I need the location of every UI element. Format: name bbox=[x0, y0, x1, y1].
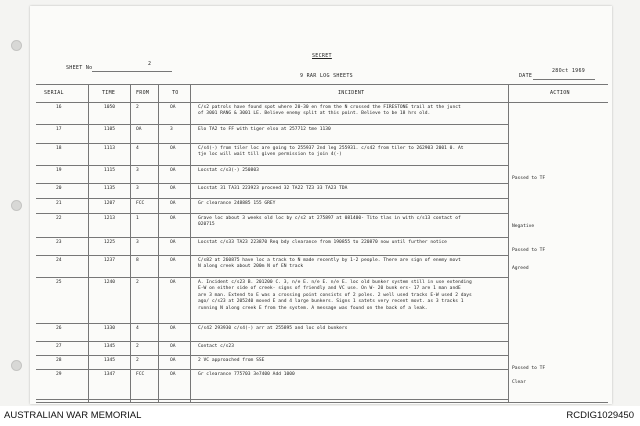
column-header-from: FROM bbox=[136, 90, 150, 96]
incident-line: Gr clearance 248885 155 GREY bbox=[198, 201, 276, 206]
column-header-action: ACTION bbox=[550, 90, 570, 96]
incident-line: 020715 bbox=[198, 222, 215, 228]
incident-line: N along creek about 200m N of EN track bbox=[198, 264, 304, 270]
to-cell: OA bbox=[170, 186, 176, 191]
to-cell: OA bbox=[170, 105, 176, 110]
binder-hole bbox=[11, 200, 22, 211]
action-cell: Passed to TF bbox=[512, 248, 546, 253]
table-top-rule bbox=[36, 84, 608, 85]
serial-cell: 25 bbox=[56, 280, 62, 285]
from-cell: 1 bbox=[136, 216, 139, 221]
row-divider bbox=[36, 183, 508, 184]
from-cell: FCC bbox=[136, 372, 145, 377]
to-cell: OA bbox=[170, 216, 176, 221]
to-cell: 3 bbox=[170, 127, 173, 132]
action-cell: Passed to TF bbox=[512, 366, 546, 371]
action-cell: Passed to TF bbox=[512, 176, 546, 181]
serial-cell: 19 bbox=[56, 168, 62, 173]
serial-cell: 16 bbox=[56, 105, 62, 110]
sheet-number-underline bbox=[92, 71, 172, 72]
row-divider bbox=[36, 355, 508, 356]
time-cell: 1105 bbox=[104, 127, 116, 132]
time-cell: 1345 bbox=[104, 358, 116, 363]
incident-line: Locstat c/s33 TA23 223870 Req bdy clearance from 190855 to 220870 now until further notice bbox=[198, 240, 447, 245]
serial-cell: 17 bbox=[56, 127, 62, 132]
from-cell: FCC bbox=[136, 201, 145, 206]
incident-line: Contact c/s23 bbox=[198, 344, 234, 349]
serial-cell: 21 bbox=[56, 201, 62, 206]
sheet-number-label: SHEET No bbox=[66, 65, 93, 71]
row-divider bbox=[36, 213, 508, 214]
from-cell: 4 bbox=[136, 326, 139, 331]
date-label: DATE bbox=[519, 73, 533, 79]
col-divider-incident bbox=[508, 84, 509, 402]
column-header-incident: INCIDENT bbox=[338, 90, 365, 96]
from-cell: 3 bbox=[136, 168, 139, 173]
column-header-time: TIME bbox=[102, 90, 116, 96]
row-divider bbox=[36, 198, 508, 199]
from-cell: 2 bbox=[136, 105, 139, 110]
binder-hole bbox=[11, 40, 22, 51]
to-cell: OA bbox=[170, 358, 176, 363]
time-cell: 1135 bbox=[104, 186, 116, 191]
binder-hole bbox=[11, 360, 22, 371]
serial-cell: 23 bbox=[56, 240, 62, 245]
time-cell: 1113 bbox=[104, 146, 116, 151]
from-cell: 2 bbox=[136, 344, 139, 349]
incident-line: Elo TA2 to FF with tiger elso at 257712 tme 1130 bbox=[198, 127, 331, 132]
to-cell: OA bbox=[170, 344, 176, 349]
serial-cell: 20 bbox=[56, 186, 62, 191]
incident-line: C/s4(-) from tiler loc are going to 255937 2nd leg 255931. c/s42 from tiler to 262903 2001 0. At bbox=[198, 146, 464, 151]
to-cell: OA bbox=[170, 258, 176, 263]
from-cell: 8 bbox=[136, 258, 139, 263]
table-header-rule bbox=[36, 102, 608, 103]
binder-holes bbox=[8, 0, 24, 400]
incident-line: C/s42 293930 c/s4(-) arr at 255895 and loc old bunkers bbox=[198, 326, 348, 331]
from-cell: 4 bbox=[136, 146, 139, 151]
row-divider bbox=[36, 255, 508, 256]
time-cell: 1050 bbox=[104, 105, 116, 110]
serial-cell: 28 bbox=[56, 358, 62, 363]
from-cell: 2 bbox=[136, 358, 139, 363]
row-divider bbox=[36, 341, 508, 342]
incident-line: C/s2 patrols have found spot where 20-30 en from the N crossed the FIRESTONE trail at the junct bbox=[198, 105, 461, 110]
date-value: 28Oct 1969 bbox=[552, 68, 586, 74]
log-title: 9 RAR LOG SHEETS bbox=[300, 73, 353, 79]
serial-cell: 22 bbox=[56, 216, 62, 221]
to-cell: OA bbox=[170, 168, 176, 173]
from-cell: 3 bbox=[136, 240, 139, 245]
row-divider bbox=[36, 165, 508, 166]
time-cell: 1237 bbox=[104, 258, 116, 263]
incident-line: ago/ c/s23 at 205240 moved E and 4 large bunkers. Signs 1 satets very recent movt. as 3 tracks 1 bbox=[198, 299, 464, 305]
table-bottom-rule bbox=[36, 402, 608, 403]
row-divider bbox=[36, 277, 508, 278]
incident-line: A. Incident c/s23 B. 201200 C. 3, n/e E. n/e E. n/e E. loc old bunker system still in use extending bbox=[198, 280, 472, 285]
column-header-serial: SERIAL bbox=[44, 90, 64, 96]
footer-identifier: RCDIG1029450 bbox=[566, 410, 634, 421]
incident-line: of 3001 RANG & 3001 LE. Believe enemy split at this point. Believe to be 18 hrs old. bbox=[198, 111, 431, 117]
row-divider bbox=[36, 124, 508, 125]
to-cell: OA bbox=[170, 146, 176, 151]
to-cell: OA bbox=[170, 326, 176, 331]
incident-line: running N along creek E from the system. A message was found on the back of a leak. bbox=[198, 305, 428, 311]
to-cell: OA bbox=[170, 372, 176, 377]
serial-cell: 26 bbox=[56, 326, 62, 331]
column-header-to: TO bbox=[172, 90, 179, 96]
row-divider bbox=[36, 237, 508, 238]
time-cell: 1207 bbox=[104, 201, 116, 206]
incident-line: Locstat c/s3(-) 250803 bbox=[198, 168, 259, 173]
time-cell: 1330 bbox=[104, 326, 116, 331]
incident-line: tje loc will wait till given permission to join 4(-) bbox=[198, 152, 342, 158]
to-cell: OA bbox=[170, 280, 176, 285]
sheet-number-value: 2 bbox=[148, 61, 152, 67]
action-cell: Clear bbox=[512, 380, 526, 385]
row-divider bbox=[36, 143, 508, 144]
row-divider bbox=[36, 323, 508, 324]
time-cell: 1347 bbox=[104, 372, 116, 377]
action-cell: Negative bbox=[512, 224, 535, 229]
time-cell: 1115 bbox=[104, 168, 116, 173]
classification-stamp: SECRET bbox=[312, 53, 332, 59]
time-cell: 1213 bbox=[104, 216, 116, 221]
to-cell: OA bbox=[170, 240, 176, 245]
serial-cell: 29 bbox=[56, 372, 62, 377]
incident-line: Gr clearance 775703 3e7400 Add 1000 bbox=[198, 372, 295, 377]
time-cell: 1345 bbox=[104, 344, 116, 349]
time-cell: 1240 bbox=[104, 280, 116, 285]
incident-line: E-W on either side of creek- signs of friendly and VC use. On W- 20 bunk ers- 17 are 1 man andE bbox=[198, 286, 461, 292]
serial-cell: 27 bbox=[56, 344, 62, 349]
footer-source: AUSTRALIAN WAR MEMORIAL bbox=[4, 410, 142, 421]
incident-line: C/s82 at 260875 have loc a track to N made recently by 1-2 people. There are sign of enemy movt bbox=[198, 258, 461, 263]
incident-line: 2 VC approached from SSE bbox=[198, 358, 265, 363]
log-sheet-page bbox=[30, 6, 612, 404]
incident-line: are 3 man. Extend to E was a crossing point consists of 2 poles. 2 well used tracks E-W used 2 days bbox=[198, 292, 472, 298]
date-underline bbox=[533, 79, 595, 80]
row-divider bbox=[36, 369, 508, 370]
from-cell: 3 bbox=[136, 186, 139, 191]
serial-cell: 24 bbox=[56, 258, 62, 263]
time-cell: 1225 bbox=[104, 240, 116, 245]
action-cell: Agreed bbox=[512, 266, 529, 271]
row-divider bbox=[36, 399, 508, 400]
incident-line: Locstat 31 TA31 223923 proceed 32 TA22 TZ3 33 TA23 TDA bbox=[198, 186, 348, 191]
from-cell: OA bbox=[136, 127, 142, 132]
incident-line: Grave loc about 3 weeks old loc by c/s2 at 275897 at 081400- Tito tlas in with c/s13 contact of bbox=[198, 216, 461, 221]
to-cell: OA bbox=[170, 201, 176, 206]
from-cell: 2 bbox=[136, 280, 139, 285]
serial-cell: 18 bbox=[56, 146, 62, 151]
